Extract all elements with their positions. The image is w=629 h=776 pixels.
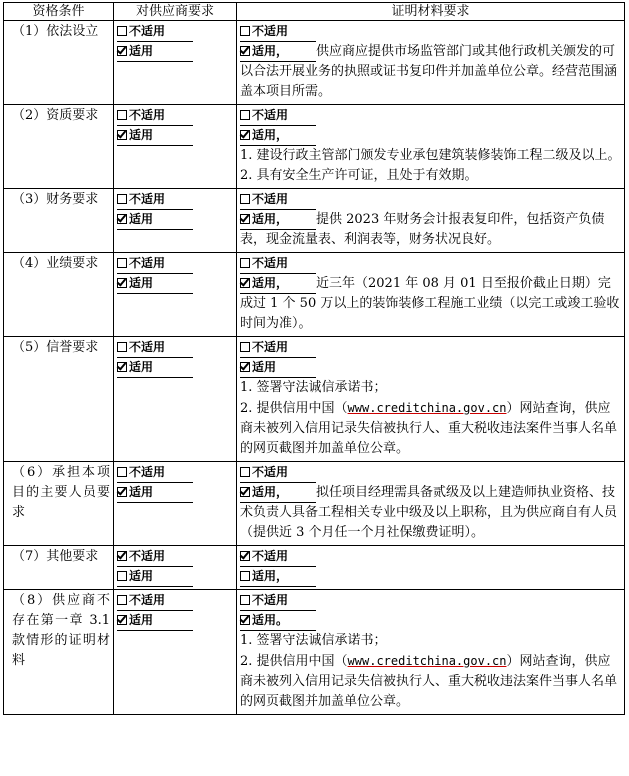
table-row xyxy=(4,546,625,590)
option-suffix: ， xyxy=(276,44,289,58)
not-applicable-option[interactable] xyxy=(117,254,193,274)
applicable-option[interactable] xyxy=(240,274,316,294)
checked-box-icon[interactable] xyxy=(240,214,250,224)
header-supplier-requirement: 对供应商要求 xyxy=(114,3,237,21)
checked-box-icon[interactable] xyxy=(240,362,250,372)
applicable-option[interactable] xyxy=(240,483,316,503)
table-row xyxy=(4,253,625,337)
unchecked-box-icon[interactable] xyxy=(240,342,250,352)
option-label: 适用 xyxy=(129,44,154,58)
option-label: 适用 xyxy=(252,360,277,374)
applicable-option[interactable] xyxy=(240,358,316,378)
unchecked-box-icon[interactable] xyxy=(240,194,250,204)
supplier-requirement-cell xyxy=(114,21,237,105)
proof-line: 1. 签署守法诚信承诺书； xyxy=(240,633,387,648)
checked-box-icon[interactable] xyxy=(117,130,127,140)
credit-china-link[interactable]: www.creditchina.gov.cn xyxy=(347,401,507,415)
applicable-option[interactable] xyxy=(240,611,316,631)
proof-requirement-cell xyxy=(237,590,625,715)
table-row xyxy=(4,189,625,253)
condition-cell: （4）业绩要求 xyxy=(4,253,114,337)
option-label: 不适用 xyxy=(129,593,166,607)
condition-cell: （8）供应商不存在第一章 3.1 款情形的证明材料 xyxy=(4,590,114,715)
proof-text: ）网站查询，供应商未被列入信用记录失信被执行人、重大税收违法案件当事人名单的网页截图并加盖单位公章。 xyxy=(240,401,618,456)
proof-text: 2. 提供信用中国（ xyxy=(240,654,348,669)
supplier-requirement-cell xyxy=(114,462,237,546)
checked-box-icon[interactable] xyxy=(117,487,127,497)
option-label: 不适用 xyxy=(129,465,166,479)
table-row xyxy=(4,21,625,105)
condition-cell: （2）资质要求 xyxy=(4,105,114,189)
option-label: 不适用 xyxy=(129,108,166,122)
option-label: 不适用 xyxy=(252,256,289,270)
condition-cell: （3）财务要求 xyxy=(4,189,114,253)
option-label: 不适用 xyxy=(252,192,289,206)
not-applicable-option[interactable] xyxy=(240,338,316,358)
option-label: 不适用 xyxy=(129,24,166,38)
proof-text: 提供 2023 年财务会计报表复印件，包括资产负债表，现金流量表、利润表等，财务状况良好。 xyxy=(240,212,605,247)
unchecked-box-icon[interactable] xyxy=(117,342,127,352)
proof-line: 1. 签署守法诚信承诺书； xyxy=(240,380,387,395)
applicable-option[interactable] xyxy=(117,210,193,230)
not-applicable-option[interactable] xyxy=(240,463,316,483)
unchecked-box-icon[interactable] xyxy=(117,467,127,477)
not-applicable-option[interactable] xyxy=(240,547,316,567)
checked-box-icon[interactable] xyxy=(117,615,127,625)
checked-box-icon[interactable] xyxy=(240,130,250,140)
proof-text: 2. 提供信用中国（ xyxy=(240,401,348,416)
proof-line xyxy=(240,651,621,712)
option-label: 适用 xyxy=(129,569,154,583)
option-suffix: ， xyxy=(276,212,289,226)
qualification-table xyxy=(3,2,625,715)
option-label: 适用 xyxy=(129,360,154,374)
supplier-requirement-cell xyxy=(114,105,237,189)
option-label: 不适用 xyxy=(252,593,289,607)
option-label: 适用 xyxy=(129,485,154,499)
table-row xyxy=(4,337,625,462)
not-applicable-option[interactable] xyxy=(240,106,316,126)
option-label: 适用 xyxy=(129,613,154,627)
unchecked-box-icon[interactable] xyxy=(240,595,250,605)
proof-text: ）网站查询，供应商未被列入信用记录失信被执行人、重大税收违法案件当事人名单的网页截图并加盖单位公章。 xyxy=(240,654,618,709)
table-row xyxy=(4,590,625,715)
option-suffix: 。 xyxy=(276,613,289,627)
option-label: 适用 xyxy=(129,212,154,226)
unchecked-box-icon[interactable] xyxy=(117,110,127,120)
applicable-option[interactable] xyxy=(117,126,193,146)
checked-box-icon[interactable] xyxy=(240,615,250,625)
header-row xyxy=(4,3,625,21)
condition-cell: （5）信誉要求 xyxy=(4,337,114,462)
unchecked-box-icon[interactable] xyxy=(117,26,127,36)
option-label: 适用 xyxy=(252,44,277,58)
proof-requirement-cell xyxy=(237,21,625,105)
condition-cell: （1）依法设立 xyxy=(4,21,114,105)
option-label: 适用 xyxy=(252,276,277,290)
unchecked-box-icon[interactable] xyxy=(117,595,127,605)
proof-text: 供应商应提供市场监管部门或其他行政机关颁发的可以合法开展业务的执照或证书复印件并加盖单位公章。经营范围涵盖本项目所需。 xyxy=(240,44,618,99)
checked-box-icon[interactable] xyxy=(240,551,250,561)
checked-box-icon[interactable] xyxy=(240,46,250,56)
not-applicable-option[interactable] xyxy=(240,254,316,274)
supplier-requirement-cell xyxy=(114,337,237,462)
option-label: 适用 xyxy=(252,128,277,142)
applicable-option[interactable] xyxy=(240,567,316,587)
option-label: 不适用 xyxy=(252,108,289,122)
proof-requirement-cell xyxy=(237,337,625,462)
proof-requirement-cell xyxy=(237,462,625,546)
option-label: 不适用 xyxy=(129,256,166,270)
unchecked-box-icon[interactable] xyxy=(240,258,250,268)
applicable-option[interactable] xyxy=(117,567,193,587)
table-row xyxy=(4,462,625,546)
not-applicable-option[interactable] xyxy=(117,22,193,42)
proof-requirement-cell xyxy=(237,189,625,253)
supplier-requirement-cell xyxy=(114,189,237,253)
proof-line: 2. 具有安全生产许可证，且处于有效期。 xyxy=(240,168,478,183)
proof-requirement-cell xyxy=(237,105,625,189)
not-applicable-option[interactable] xyxy=(117,463,193,483)
option-suffix: ， xyxy=(276,569,289,583)
checked-box-icon[interactable] xyxy=(240,487,250,497)
applicable-option[interactable] xyxy=(240,126,316,146)
option-label: 不适用 xyxy=(129,340,166,354)
unchecked-box-icon[interactable] xyxy=(240,26,250,36)
option-suffix: ， xyxy=(276,485,289,499)
unchecked-box-icon[interactable] xyxy=(117,571,127,581)
option-label: 不适用 xyxy=(252,465,289,479)
supplier-requirement-cell xyxy=(114,253,237,337)
applicable-option[interactable] xyxy=(117,274,193,294)
not-applicable-option[interactable] xyxy=(117,591,193,611)
applicable-option[interactable] xyxy=(117,611,193,631)
option-label: 适用 xyxy=(252,212,277,226)
checked-box-icon[interactable] xyxy=(117,362,127,372)
proof-text: 拟任项目经理需具备贰级及以上建造师执业资格、技术负责人具备工程相关专业中级及以上职称，且为供应商自有人员（提供近 3 个月任一个月社保缴费证明）。 xyxy=(240,485,618,540)
option-label: 不适用 xyxy=(129,549,166,563)
not-applicable-option[interactable] xyxy=(117,338,193,358)
applicable-option[interactable] xyxy=(117,358,193,378)
not-applicable-option[interactable] xyxy=(240,591,316,611)
option-label: 适用 xyxy=(252,569,277,583)
checked-box-icon[interactable] xyxy=(117,46,127,56)
applicable-option[interactable] xyxy=(240,210,316,230)
unchecked-box-icon[interactable] xyxy=(240,467,250,477)
proof-requirement-cell xyxy=(237,546,625,590)
option-label: 不适用 xyxy=(252,24,289,38)
header-condition: 资格条件 xyxy=(4,3,114,21)
option-suffix: ， xyxy=(276,128,289,142)
checked-box-icon[interactable] xyxy=(117,551,127,561)
unchecked-box-icon[interactable] xyxy=(117,194,127,204)
credit-china-link[interactable]: www.creditchina.gov.cn xyxy=(347,654,507,668)
proof-line: 1. 建设行政主管部门颁发专业承包建筑装修装饰工程二级及以上。 xyxy=(240,148,621,163)
option-suffix: ， xyxy=(276,276,289,290)
not-applicable-option[interactable] xyxy=(117,106,193,126)
not-applicable-option[interactable] xyxy=(117,547,193,567)
header-proof-requirement: 证明材料要求 xyxy=(237,3,625,21)
proof-text: 近三年（2021 年 08 月 01 日至报价截止日期）完成过 1 个 50 万以上的装饰装修工程施工业绩（以完工或竣工验收时间为准）。 xyxy=(240,276,620,331)
unchecked-box-icon[interactable] xyxy=(240,110,250,120)
option-label: 不适用 xyxy=(252,340,289,354)
not-applicable-option[interactable] xyxy=(240,190,316,210)
not-applicable-option[interactable] xyxy=(117,190,193,210)
option-label: 不适用 xyxy=(252,549,289,563)
condition-cell: （7）其他要求 xyxy=(4,546,114,590)
option-label: 适用 xyxy=(129,276,154,290)
unchecked-box-icon[interactable] xyxy=(240,571,250,581)
applicable-option[interactable] xyxy=(240,42,316,62)
option-label: 适用 xyxy=(129,128,154,142)
supplier-requirement-cell xyxy=(114,590,237,715)
condition-cell: （6）承担本项目的主要人员要求 xyxy=(4,462,114,546)
unchecked-box-icon[interactable] xyxy=(117,258,127,268)
option-label: 不适用 xyxy=(129,192,166,206)
checked-box-icon[interactable] xyxy=(240,278,250,288)
checked-box-icon[interactable] xyxy=(117,214,127,224)
applicable-option[interactable] xyxy=(117,483,193,503)
not-applicable-option[interactable] xyxy=(240,22,316,42)
proof-requirement-cell xyxy=(237,253,625,337)
supplier-requirement-cell xyxy=(114,546,237,590)
table-row xyxy=(4,105,625,189)
proof-line xyxy=(240,398,621,459)
option-label: 适用 xyxy=(252,485,277,499)
applicable-option[interactable] xyxy=(117,42,193,62)
option-label: 适用 xyxy=(252,613,277,627)
checked-box-icon[interactable] xyxy=(117,278,127,288)
